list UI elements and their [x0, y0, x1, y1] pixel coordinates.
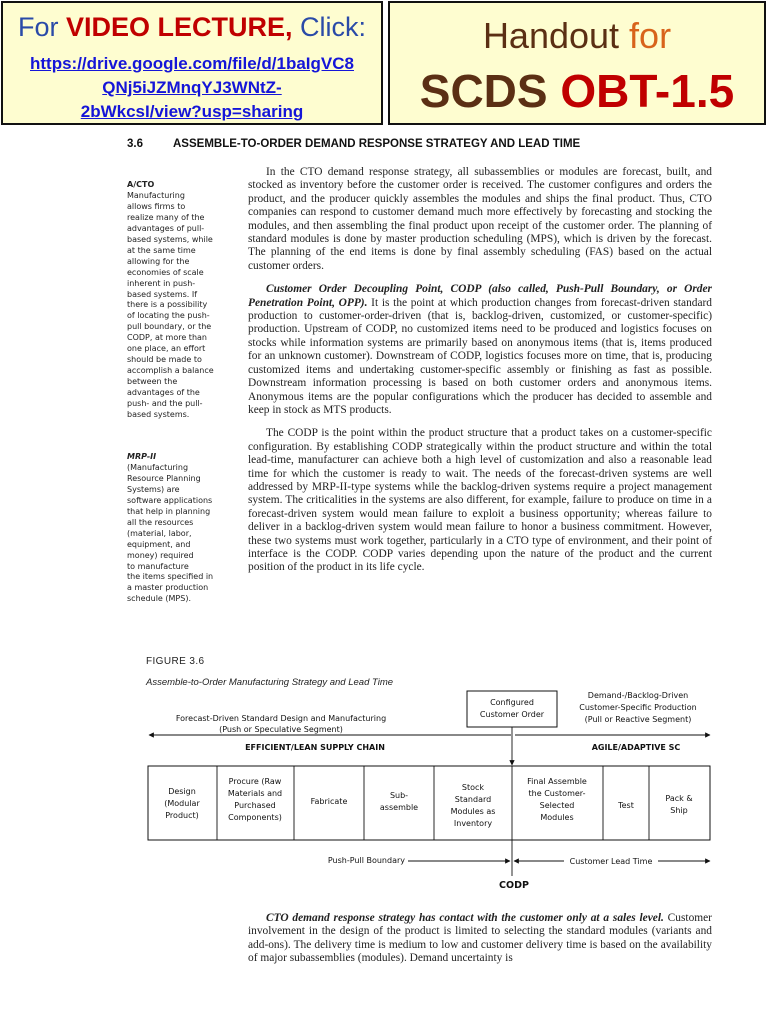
- stage-fabricate: [311, 797, 348, 806]
- stage-final-line: Final Assemble: [527, 777, 587, 786]
- handout-code-part2: OBT-1.5: [560, 65, 735, 117]
- video-link-line-2[interactable]: QNj5iJZMnqYJ3WNtZ-: [102, 78, 282, 97]
- margin-note-line: realize many of the: [127, 212, 205, 222]
- margin-note-line: that help in planning: [127, 506, 211, 516]
- margin-note-line: one place, an effort: [127, 344, 206, 354]
- handout-code: [390, 65, 764, 117]
- customer-lead-time-label: Customer Lead Time: [569, 857, 653, 866]
- ato-strategy-diagram: [140, 688, 720, 898]
- stage-final-line: Modules: [540, 813, 574, 822]
- margin-note-line: inherent in push-: [127, 278, 196, 288]
- paragraph-codp-product-structure: The CODP is the point within the product structure that a product takes on a customer-specific configuration. By establishing CODP strategically within the product structure and within the total lead-time, manufacturer can achieve both a high level of customization and also a reasonable lead time for which the customer is ready to wait. The needs of the forecast-driven systems are well addressed by MRP-II-type systems while the backlog-driven systems require a project management system. The criticalities in the systems are also different, for example, failure to produce on time in a forecast-driven system would mean failure to exploit a business opportunity; whereas failure to deliver in a backlog-driven system would mean failure to honor a business commitment. However, these two systems must work together, particularly in a CTO type of environment, and their point of interface is the CODP. CODP varies depending upon the nature of the product and the current position of the product in its life cycle.: [248, 427, 712, 574]
- stage-design-line: Product): [165, 811, 199, 820]
- margin-note-line: should be made to: [127, 355, 202, 365]
- push-segment-header-1: Forecast-Driven Standard Design and Manufacturing: [175, 714, 387, 723]
- stage-stock-line: Inventory: [453, 819, 493, 828]
- margin-note-line: Resource Planning: [127, 473, 201, 483]
- margin-note-line: based systems, while: [127, 234, 213, 244]
- paragraph-cto-contact: [248, 912, 712, 966]
- stage-design-line: Design: [168, 787, 196, 796]
- pull-segment-header-1: Demand-/Backlog-Driven: [587, 691, 689, 700]
- handout-title-box: [388, 1, 766, 125]
- margin-note-line: between the: [127, 377, 178, 387]
- handout-title: [390, 15, 764, 57]
- configured-order-line-1: Configured: [490, 698, 534, 707]
- cto-contact-emphasis: CTO demand response strategy has contact with the customer only at a sales level.: [266, 912, 664, 924]
- video-link-line-3[interactable]: 2bWkcsI/view?usp=sharing: [80, 102, 304, 121]
- pull-segment-header-2: Customer-Specific Production: [579, 703, 697, 712]
- margin-note-line: (Manufacturing: [127, 462, 189, 472]
- margin-note-title: MRP-II: [127, 452, 157, 461]
- margin-note-line: of locating the push-: [127, 311, 210, 321]
- handout-word: Handout: [482, 15, 630, 56]
- banner-suffix: Click:: [292, 12, 367, 42]
- bottom-body-text: [248, 912, 712, 966]
- stage-pack-line: Pack &: [665, 794, 693, 803]
- figure-title: Assemble-to-Order Manufacturing Strategy and Lead Time: [146, 677, 394, 688]
- margin-note-line: based systems.: [127, 410, 190, 420]
- margin-note-line: based systems. If: [127, 289, 198, 299]
- video-lecture-heading: [3, 11, 381, 43]
- video-lecture-banner: [1, 1, 383, 125]
- margin-note-line: to manufacture: [127, 561, 189, 571]
- stage-procure-line: Purchased: [234, 801, 276, 810]
- stage-test-line: Test: [618, 801, 634, 810]
- configured-order-box: [467, 691, 557, 727]
- cto-contact-body: Customer involvement in the design of the product is limited to selecting the standard modules (variants and add-ons). The delivery time is medium to low and customer delivery time is based on the availability of major subassemblies (modules). Demand uncertainty is: [248, 912, 712, 965]
- codp-label: CODP: [499, 880, 529, 891]
- stage-subassemble-line: Sub-: [389, 791, 409, 800]
- margin-note-line: equipment, and: [127, 539, 191, 549]
- figure-caption: [146, 655, 393, 690]
- stage-procure-line: Materials and: [227, 789, 283, 798]
- push-pull-boundary-label: Push-Pull Boundary: [327, 856, 405, 865]
- figure-label: FIGURE 3.6: [146, 656, 205, 667]
- video-link-line-1[interactable]: https://drive.google.com/file/d/1baIgVC8: [30, 54, 354, 73]
- paragraph-cto-strategy: In the CTO demand response strategy, all subassemblies or modules are forecast, built, and stocked as inventory before the customer order is received. The customer configures and orders the product, and the producer quickly assembles the modules and ships the final product. Thus, CTO companies can respond to customer demand much more effectively by forecasting and stocking the modules, and then assembling the final product upon receipt of the customer order. The planning of standard modules is done by master production scheduling (MPS), which is driven by the forecast. The planning of the end items is done by final assembly scheduling (FAS) based on the actual customer orders.: [248, 166, 712, 272]
- codp-definition-body: It is the point at which production changes from forecast-driven standard production to customer-order-driven (that is, backlog-driven, customized, or customer-specific) production. Upstream of CODP, no customized items need to be produced and logistics focuses on stocks while information systems are primarily based on anonymous items (that is, items produced for an unknown customer). Downstream of CODP, logistics focuses more on time, that is, producing customized items and undertaking customer-specific assembly or finishing as fast as possible. Downstream information processing is based on both customer orders and anonymous items. Anonymous items are the popular configurations which the producer has decided to assemble and keep in stock as MTS products.: [248, 296, 712, 416]
- margin-note-line: (material, labor,: [127, 528, 192, 538]
- section-heading: [127, 138, 580, 150]
- handout-for: for: [629, 15, 672, 56]
- efficient-chain-label: EFFICIENT/LEAN SUPPLY CHAIN: [245, 743, 385, 752]
- stage-fabricate-line: Fabricate: [310, 797, 348, 806]
- stage-pack-line: Ship: [670, 806, 688, 815]
- margin-note-line: Manufacturing: [127, 190, 185, 200]
- margin-note-line: software applications: [127, 495, 213, 505]
- margin-note-line: schedule (MPS).: [127, 594, 191, 604]
- configured-order-line-2: Customer Order: [479, 710, 545, 719]
- margin-note-line: money) required: [127, 550, 194, 560]
- margin-note-line: accomplish a balance: [127, 366, 214, 376]
- codp-term: Customer Order Decoupling Point, CODP (also called, Push-Pull Boundary, or Order Penetration Point, OPP).: [248, 283, 712, 309]
- stage-procure-line: Procure (Raw: [228, 777, 282, 786]
- section-number: 3.6: [127, 138, 143, 150]
- main-body-text: [248, 166, 712, 585]
- stage-design: [164, 787, 200, 820]
- margin-note-line: Systems) are: [127, 484, 180, 494]
- banner-prefix: For: [17, 12, 66, 42]
- margin-note-title: A/CTO: [127, 180, 155, 189]
- stage-stock-line: Standard: [454, 795, 492, 804]
- section-title: ASSEMBLE-TO-ORDER DEMAND RESPONSE STRATEGY AND LEAD TIME: [173, 138, 581, 150]
- stage-procure-line: Components): [228, 813, 282, 822]
- margin-note-line: allowing for the: [127, 256, 190, 266]
- stage-final-line: Selected: [539, 801, 575, 810]
- margin-note-acto: [127, 180, 227, 421]
- stage-design-line: (Modular: [164, 799, 200, 808]
- margin-note-line: allows firms to: [127, 201, 186, 211]
- paragraph-codp-definition: [248, 283, 712, 417]
- margin-note-line: advantages of pull-: [127, 223, 205, 233]
- banner-highlight: VIDEO LECTURE,: [65, 12, 293, 42]
- margin-note-line: pull boundary, or the: [127, 322, 212, 332]
- stage-test: [617, 801, 634, 810]
- margin-note-line: a master production: [127, 583, 209, 593]
- margin-note-line: advantages of the: [127, 388, 200, 398]
- margin-note-line: push- and the pull-: [127, 399, 203, 409]
- push-segment-header-2: (Push or Speculative Segment): [219, 725, 343, 734]
- margin-note-line: the items specified in: [127, 572, 214, 582]
- agile-chain-label: AGILE/ADAPTIVE SC: [591, 743, 681, 752]
- handout-code-part1: SCDS: [419, 65, 561, 117]
- stage-final-line: the Customer-: [528, 789, 586, 798]
- pull-segment-header-3: (Pull or Reactive Segment): [584, 715, 692, 724]
- stage-stock-line: Stock: [461, 783, 485, 792]
- stage-stock-line: Modules as: [450, 807, 496, 816]
- margin-note-line: economies of scale: [127, 267, 204, 277]
- stage-subassemble-line: assemble: [379, 803, 419, 812]
- margin-note-line: at the same time: [127, 245, 196, 255]
- margin-note-line: there is a possibility: [127, 300, 208, 310]
- margin-note-mrp2: [127, 452, 227, 605]
- margin-note-line: all the resources: [127, 517, 194, 527]
- margin-note-line: CODP, at more than: [127, 333, 207, 343]
